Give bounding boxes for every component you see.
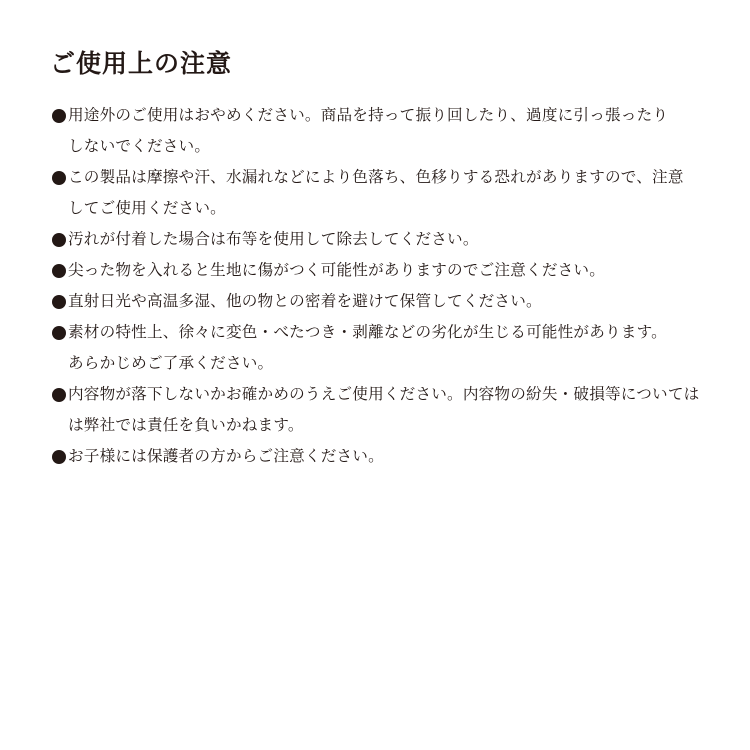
caution-text: は弊社では責任を負いかねます。 — [68, 416, 304, 434]
caution-item — [52, 100, 712, 162]
caution-text: 素材の特性上、徐々に変色・べたつき・剥離などの劣化が生じる可能性があります。 — [68, 323, 667, 341]
caution-text: 内容物が落下しないかお確かめのうえご使用ください。内容物の紛失・破損等については — [68, 385, 700, 403]
caution-item — [52, 441, 712, 472]
bullet-icon — [52, 255, 68, 286]
caution-text: 用途外のご使用はおやめください。商品を持って振り回したり、過度に引っ張ったり — [68, 106, 669, 124]
caution-text: 尖った物を入れると生地に傷がつく可能性がありますのでご注意ください。 — [68, 261, 605, 279]
bullet-icon — [52, 224, 68, 255]
caution-item — [52, 224, 712, 255]
caution-list — [52, 100, 712, 472]
caution-item — [52, 286, 712, 317]
page-title: ご使用上の注意 — [50, 49, 233, 78]
caution-item — [52, 379, 712, 441]
caution-text: しないでください。 — [68, 137, 211, 155]
caution-text: この製品は摩擦や汗、水漏れなどにより色落ち、色移りする恐れがありますので、注意 — [68, 168, 684, 186]
caution-item — [52, 162, 712, 224]
caution-text: お子様には保護者の方からご注意ください。 — [68, 447, 384, 465]
caution-text: 直射日光や高温多湿、他の物との密着を避けて保管してください。 — [68, 292, 542, 310]
caution-item — [52, 317, 712, 379]
caution-text: 汚れが付着した場合は布等を使用して除去してください。 — [68, 230, 479, 248]
caution-text: あらかじめご了承ください。 — [68, 354, 274, 372]
bullet-icon — [52, 100, 68, 131]
caution-item — [52, 255, 712, 286]
bullet-icon — [52, 379, 68, 410]
bullet-icon — [52, 317, 68, 348]
bullet-icon — [52, 441, 68, 472]
bullet-icon — [52, 162, 68, 193]
caution-text: してご使用ください。 — [68, 199, 226, 217]
bullet-icon — [52, 286, 68, 317]
